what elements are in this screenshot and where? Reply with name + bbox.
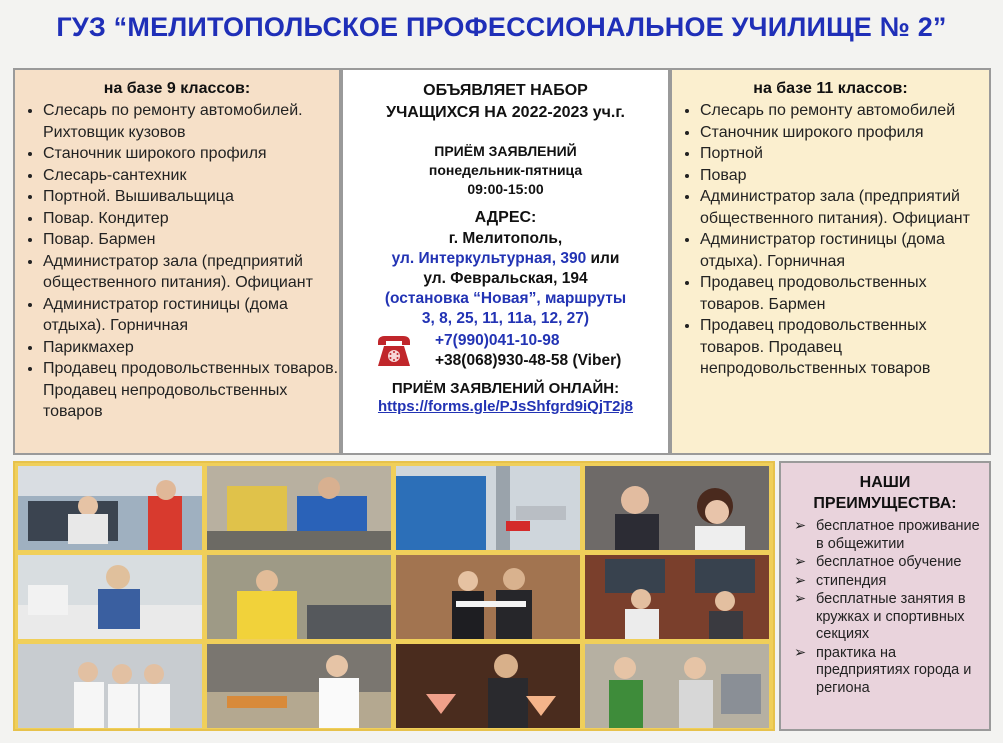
grade-9-panel <box>13 68 341 455</box>
list-item: • Портной <box>700 143 989 165</box>
photo-hairdresser <box>585 466 769 550</box>
list-item: • Повар. Бармен <box>43 229 339 251</box>
photo-seamstress <box>18 555 202 639</box>
page-title: ГУЗ “МЕЛИТОПОЛЬСКОЕ ПРОФЕССИОНАЛЬНОЕ УЧИЛИЩЕ № 2” <box>56 12 947 42</box>
photo-waiters <box>396 555 580 639</box>
list-item: • Администратор зала (предприятий общественного питания). Официант <box>700 186 989 229</box>
advantages-panel <box>779 461 991 731</box>
list-item: • Продавец продовольственных товаров. Продавец непродовольственных товаров <box>43 358 339 423</box>
photo-pastry-chefs <box>207 644 391 728</box>
arrow-icon: ➢ <box>794 644 807 661</box>
reception-title: ПРИЁМ ЗАЯВЛЕНИЙ <box>434 143 577 159</box>
address-or: или <box>586 250 620 267</box>
reception-hours: 09:00-15:00 <box>467 181 544 197</box>
photo-collage <box>13 461 775 731</box>
grade-9-heading: на базе 9 классов: <box>103 80 251 97</box>
photo-tailor <box>207 555 391 639</box>
list-item: • Парикмахер <box>43 337 339 359</box>
grade-11-list <box>672 100 989 380</box>
announce-line-2: УЧАЩИХСЯ НА 2022-2023 уч.г. <box>386 104 625 121</box>
address-city: г. Мелитополь, <box>448 230 563 247</box>
arrow-icon: ➢ <box>794 572 807 589</box>
grade-11-heading: на базе 11 классов: <box>753 80 908 97</box>
bus-stop-line-1: (остановка “Новая”, маршруты <box>384 290 627 307</box>
photo-machinist <box>207 466 391 550</box>
arrow-icon: ➢ <box>794 518 807 534</box>
photo-cooks <box>18 644 202 728</box>
list-item: ➢ стипендия <box>794 572 887 589</box>
online-title: ПРИЁМ ЗАЯВЛЕНИЙ ОНЛАЙН: <box>391 380 620 397</box>
photo-plumber <box>396 466 580 550</box>
list-item: • Станочник широкого профиля <box>43 143 339 165</box>
photo-hotel-staff <box>585 555 769 639</box>
list-item: • Слесарь по ремонту автомобилей. Рихтовщик кузовов <box>43 100 339 143</box>
list-item: • Администратор зала (предприятий общественного питания). Официант <box>43 251 339 294</box>
advantages-list <box>781 518 989 697</box>
list-item: • Продавец продовольственных товаров. Бармен <box>700 272 989 315</box>
address-title: АДРЕС: <box>474 209 537 226</box>
address-street-1: ул. Интеркультурная, 390 <box>391 250 587 267</box>
announce-line-1: ОБЪЯВЛЯЕТ НАБОР <box>423 82 588 99</box>
list-item: • Повар. Кондитер <box>43 208 339 230</box>
list-item: • Продавец продовольственных товаров. Продавец непродовольственных товаров <box>700 315 989 380</box>
address-street-2: ул. Февральская, 194 <box>423 270 588 287</box>
photo-car-repair <box>18 466 202 550</box>
list-item: ➢ практика на предприятиях города и региона <box>794 644 972 696</box>
arrow-icon: ➢ <box>794 554 807 570</box>
list-item: ➢ бесплатное обучение <box>794 554 962 570</box>
list-item: ➢ бесплатное проживание в общежитии <box>794 518 980 552</box>
phone-number-2: +38(068)930-48-58 (Viber) <box>435 352 622 369</box>
grade-11-panel <box>670 68 991 455</box>
list-item: ➢ бесплатные занятия в кружках и спортивных секциях <box>794 591 966 642</box>
phone-number-1: +7(990)041-10-98 <box>435 332 560 349</box>
arrow-icon: ➢ <box>794 591 807 607</box>
reception-days: понедельник-пятница <box>428 162 583 178</box>
photo-shop-assistant <box>585 644 769 728</box>
advantages-heading-2: ПРЕИМУЩЕСТВА: <box>813 495 957 512</box>
list-item: • Повар <box>700 165 989 187</box>
bus-stop-line-2: 3, 8, 25, 11, 11а, 12, 27) <box>421 310 590 327</box>
telephone-icon <box>375 333 413 369</box>
grade-9-list <box>15 100 339 423</box>
list-item: • Портной. Вышивальщица <box>43 186 339 208</box>
list-item: • Администратор гостиницы (дома отдыха). Горничная <box>700 229 989 272</box>
admission-info-panel <box>341 68 670 455</box>
list-item: • Станочник широкого профиля <box>700 122 989 144</box>
photo-bartender <box>396 644 580 728</box>
online-application-link[interactable]: https://forms.gle/PJsShfgrd9iQjT2j8 <box>377 398 634 415</box>
list-item: • Слесарь-сантехник <box>43 165 339 187</box>
list-item: • Слесарь по ремонту автомобилей <box>700 100 989 122</box>
list-item: • Администратор гостиницы (дома отдыха). Горничная <box>43 294 339 337</box>
advantages-heading-1: НАШИ <box>859 474 911 491</box>
